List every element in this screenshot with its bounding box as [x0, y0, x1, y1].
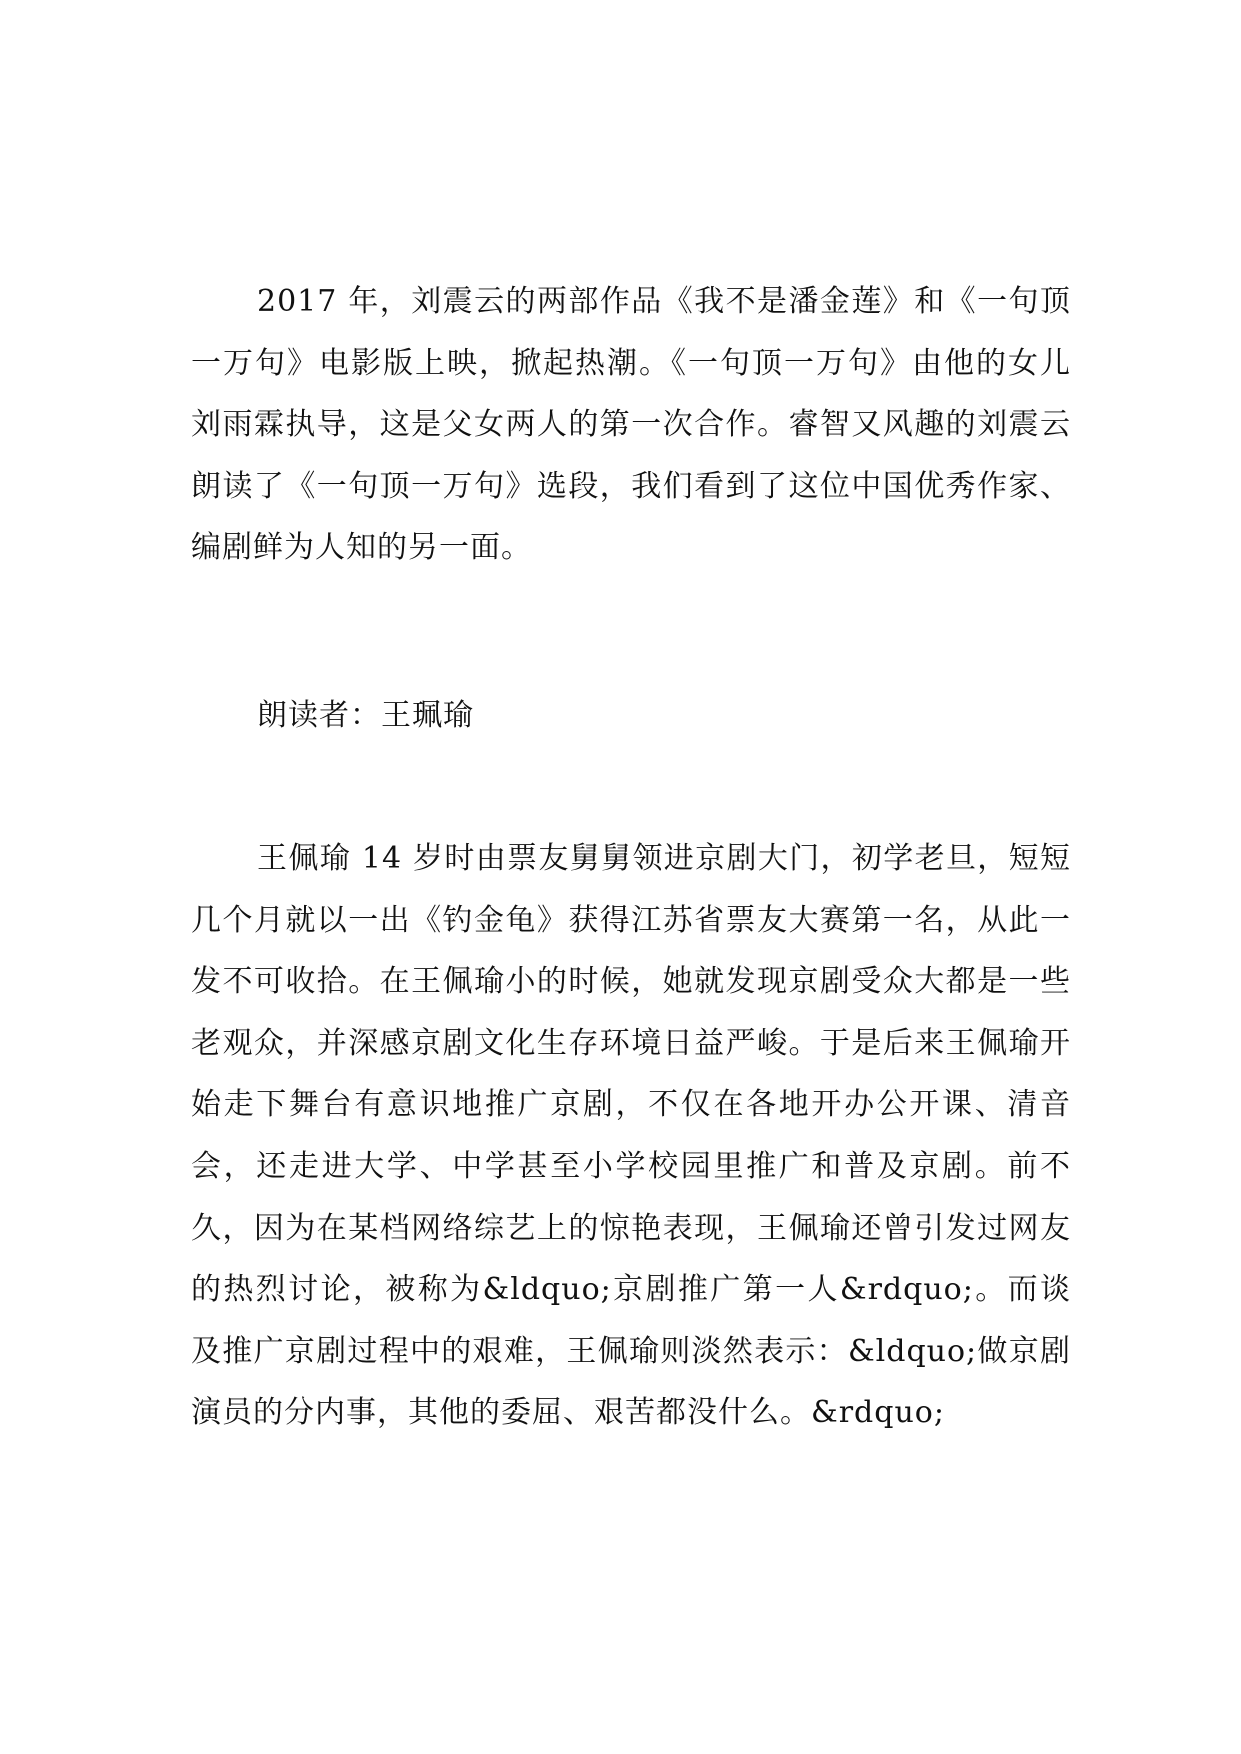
reader-heading: 朗读者：王珮瑜	[257, 698, 474, 733]
reader-bio-paragraph: 王佩瑜 14 岁时由票友舅舅领进京剧大门，初学老旦，短短几个月就以一出《钓金龟》获得江苏省票友大赛第一名，从此一发不可收拾。在王佩瑜小的时候，她就发现京剧受众大都是一些老观众，并深感京剧文化生存环境日益严峻。于是后来王佩瑜开始走下舞台有意识地推广京剧，不仅在各地开办公开课、清音会，还走进大学、中学甚至小学校园里推广和普及京剧。前不久，因为在某档网络综艺上的惊艳表现，王佩瑜还曾引发过网友的热烈讨论，被称为&ldquo;京剧推广第一人&rdquo;。而谈及推广京剧过程中的艰难，王佩瑜则淡然表示：&ldquo;做京剧演员的分内事，其他的委屈、艰苦都没什么。&rdquo;	[191, 841, 1071, 1431]
intro-paragraph: 2017 年，刘震云的两部作品《我不是潘金莲》和《一句顶一万句》电影版上映，掀起热潮。《一句顶一万句》由他的女儿刘雨霖执导，这是父女两人的第一次合作。睿智又风趣的刘震云朗读了《一句顶一万句》选段，我们看到了这位中国优秀作家、编剧鲜为人知的另一面。	[191, 284, 1071, 566]
